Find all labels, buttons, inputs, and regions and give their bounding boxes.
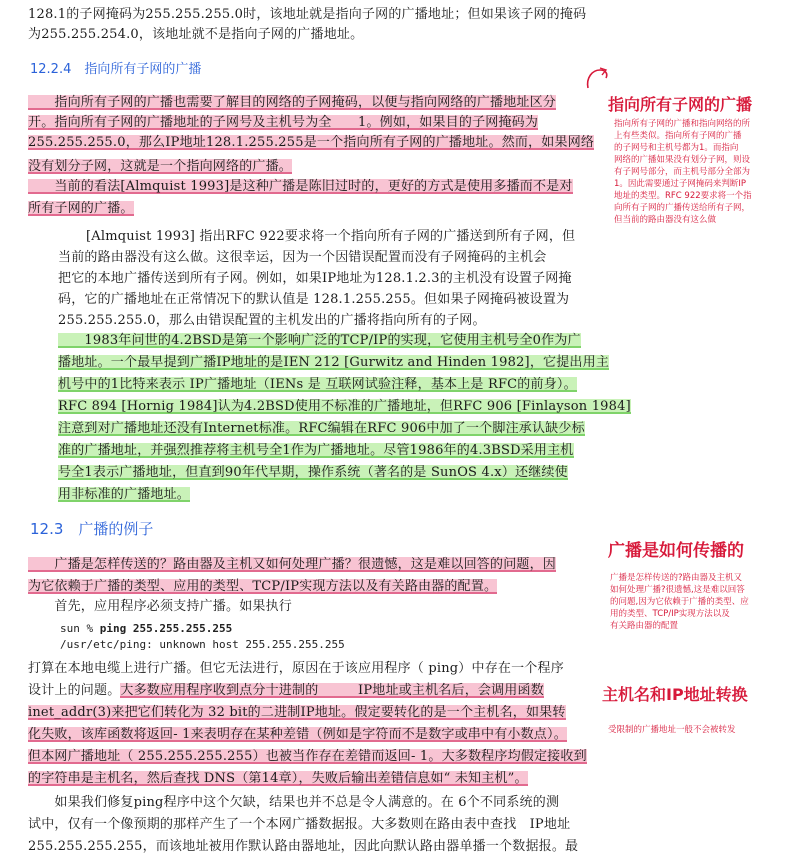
annotation-title: 指向所有子网的广播 [608, 95, 753, 114]
paragraph-line: inet_addr(3)来把它们转化为 32 bit的二进制IP地址。假定要转化的是一个主机名，如果转 [28, 705, 566, 720]
paragraph-line: 但本网广播地址（ 255.255.255.255）也被当作存在差错而返回- 1。大多数程序均假定接收到 [28, 749, 587, 764]
annotation-body: 广播是怎样传送的?路由器及主机又 如何处理广播?很遗憾,这是难以回答 的问题,因为它依赖于广播的类型、应 用的类型、TCP/IP实现方法以及 有关路由器的配置 [610, 573, 749, 631]
section-heading-12-3: 12.3 广播的例子 [30, 520, 154, 538]
paragraph-line: 255.255.255.0，那么IP地址128.1.255.255是一个指向所有子网的广播地址。然而，如果网络 [28, 135, 595, 150]
paragraph-line: 打算在本地电缆上进行广播。但它无法进行，原因在于该应用程序（ ping）中存在一个程序 [28, 661, 564, 676]
paragraph-line: 指向所有子网的广播也需要了解目的网络的子网掩码，以便与指向网络的广播地址区分 [28, 95, 557, 110]
section-heading-12-2-4: 12.2.4 指向所有子网的广播 [30, 62, 202, 77]
paragraph-line: 当前的看法[Almquist 1993]是这种广播是陈旧过时的，更好的方式是使用多播而不是对 [28, 179, 573, 194]
paragraph-line: 所有子网的广播。 [28, 201, 134, 216]
note-line: 把它的本地广播传送到所有子网。例如，如果IP地址为128.1.2.3的主机没有设置子网掩 [58, 271, 572, 286]
annotation-title: 主机名和IP地址转换 [602, 685, 748, 704]
note-line: 机号中的1比特来表示 IP广播地址（IENs 是 互联网试验注释，基本上是 RFC的前身）。 [58, 377, 577, 392]
paragraph-line: 为它依赖于广播的类型、应用的类型、TCP/IP实现方法以及有关路由器的配置。 [28, 579, 498, 594]
note-line: 当前的路由器没有这么做。这很幸运，因为一个因错误配置而没有子网掩码的主机会 [58, 250, 547, 265]
paragraph-line: 的字符串是主机名，然后查找 DNS（第14章），失败后输出差错信息如“ 未知主机”。 [28, 771, 528, 786]
paragraph-line: 开。指向所有子网的广播地址的子网号及主机号为全 1。例如，如果目的子网掩码为 [28, 115, 539, 130]
note-line: 用非标准的广播地址。 [58, 487, 191, 502]
paragraph-line: 设计上的问题。 [28, 683, 121, 698]
paragraph-line: 大多数应用程序收到点分十进制的 IP地址或主机名后，会调用函数 [120, 683, 544, 698]
note-line: 1983年问世的4.2BSD是第一个影响广泛的TCP/IP的实现，它使用主机号全0作为广 [58, 333, 581, 348]
paragraph-line: 如果我们修复ping程序中这个欠缺，结果也并不总是令人满意的。在 6个不同系统的测 [28, 795, 560, 810]
curl-mark-icon [584, 66, 612, 92]
note-line: 码，它的广播地址在正常情况下的默认值是 128.1.255.255。但如果子网掩码被设置为 [58, 292, 570, 307]
code-line: /usr/etc/ping: unknown host 255.255.255.255 [60, 638, 345, 651]
paragraph-line: 没有划分子网，这就是一个指向网络的广播。 [28, 159, 293, 174]
note-line: 255.255.255.0，那么由错误配置的主机发出的广播将指向所有的子网。 [58, 313, 486, 328]
note-line: 号全1表示广播地址，但直到90年代早期，操作系统（著名的是 SunOS 4.x）还继续使 [58, 465, 568, 480]
note-line: 注意到对广播地址还没有Internet标准。RFC编辑在RFC 906中加了一个脚注承认缺少标 [58, 421, 585, 436]
paragraph-line: 255.255.255.255，而该地址被用作默认路由器地址，因此向默认路由器单播一个数据报。最 [28, 839, 579, 854]
intro-line: 128.1的子网掩码为255.255.255.0时，该地址就是指向子网的广播地址；但如果该子网的掩码 [28, 7, 587, 22]
intro-line: 为255.255.254.0，该地址就不是指向子网的广播地址。 [28, 27, 364, 42]
paragraph-line: 广播是怎样传送的？路由器及主机又如何处理广播？很遗憾，这是难以回答的问题，因 [28, 557, 557, 572]
note-line: RFC 894 [Hornig 1984]认为4.2BSD使用不标准的广播地址，但RFC 906 [Finlayson 1984] [58, 399, 631, 414]
paragraph-line: 首先，应用程序必须支持广播。如果执行 [28, 599, 293, 614]
note-line: [Almquist 1993] 指出RFC 922要求将一个指向所有子网的广播送到所有子网，但 [86, 229, 576, 244]
annotation-body: 受限制的广播地址一般不会被转发 [608, 725, 736, 735]
note-line: 准的广播地址，并强烈推荐将主机号全1作为广播地址。尽管1986年的4.3BSD采用主机 [58, 443, 574, 458]
annotation-body: 指向所有子网的广播和指向网络的所 上有些类似。指向所有子网的广播 的子网号和主机号都为1。而指向 网络的广播如果没有划分子网，则设 有子网号部分，而主机号部分全部为 1。因此需要通过子网掩码来判断IP 地址的类型。RFC 922要求将一个指 向所有子网的广播传送给所有子网， 但当前的路由器没有这么做 [614, 119, 752, 225]
note-line: 播地址。一个最早提到广播IP地址的是IEN 212 [Gurwitz and Hinden 1982]，它提出用主 [58, 355, 610, 370]
annotation-title: 广播是如何传播的 [608, 541, 744, 561]
paragraph-line: 试中，仅有一个像预期的那样产生了一个本网广播数据报。大多数则在路由表中查找 IP地址 [28, 817, 571, 832]
paragraph-line: 化失败，该库函数将返回- 1来表明存在某种差错（例如是字符而不是数字或串中有小数点）。 [28, 727, 567, 742]
code-line: sun % ping 255.255.255.255 [60, 622, 233, 635]
